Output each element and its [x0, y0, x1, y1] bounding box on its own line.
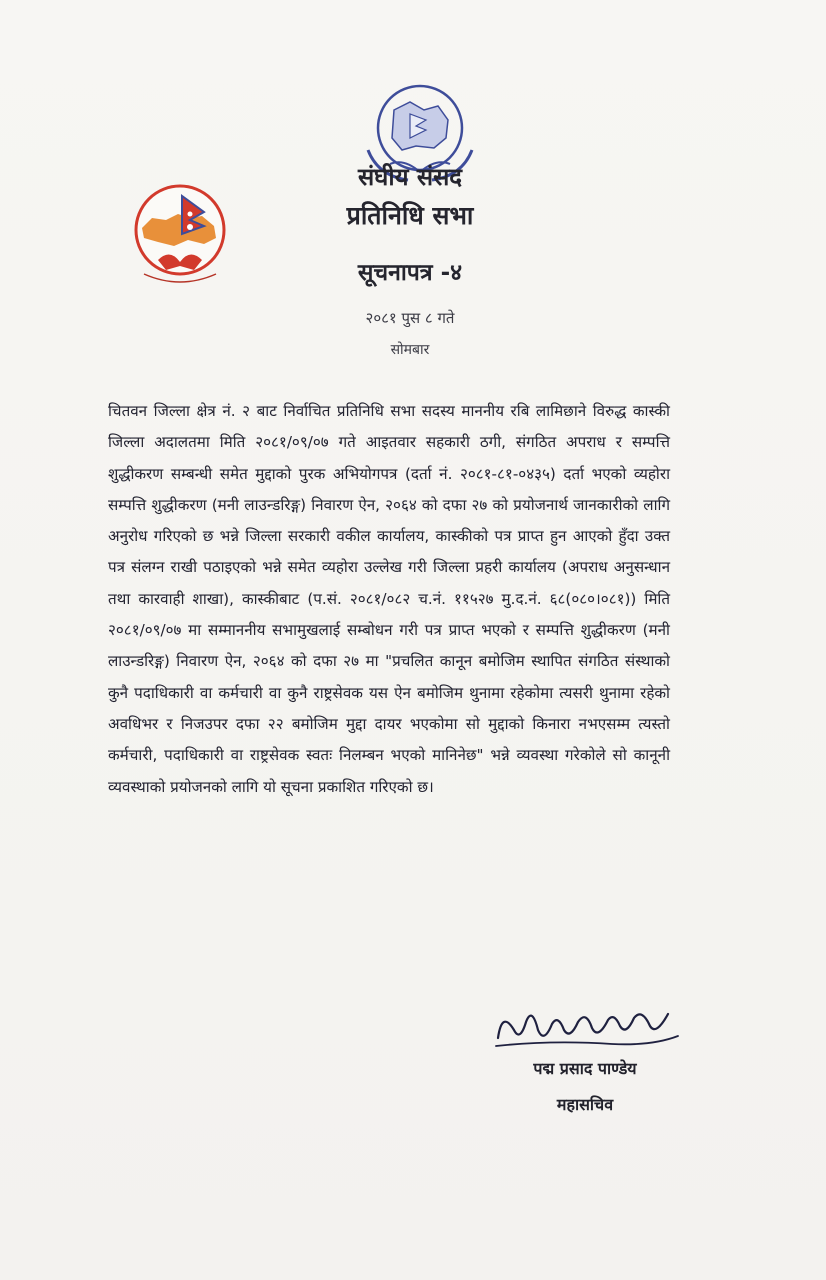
parliament-name: संघीय संसद [357, 163, 463, 191]
notice-date: २०८१ पुस ८ गते [365, 309, 455, 327]
signature-icon [492, 1000, 682, 1055]
house-name: प्रतिनिधि सभा [346, 201, 474, 230]
notice-title: सूचनापत्र -४ [357, 260, 463, 286]
notice-body: चितवन जिल्ला क्षेत्र नं. २ बाट निर्वाचित प्रतिनिधि सभा सदस्य माननीय रबि लामिछाने विरुद्ध कास्की जिल्ला अदालतमा मिति २०८१/०९/०७ गते आइतवार सहकारी ठगी, संगठित अपराध र सम्पत्ति शुद्धीकरण सम्बन्धी समेत मुद्दाको पुरक अभियोगपत्र (दर्ता नं. २०८१-८१-०४३५) दर्ता भएको व्यहोरा सम्पत्ति शुद्धीकरण (मनी लाउन्डरिङ्ग) निवारण ऐन, २०६४ को दफा २७ को प्रयोजनार्थ जानकारीको लागि अनुरोध गरिएको छ भन्ने जिल्ला सरकारी वकील कार्यालय, कास्कीको पत्र प्राप्त हुन आएको हुँदा उक्त पत्र संलग्न राखी पठाइएको भन्ने समेत व्यहोरा उल्लेख गरी जिल्ला प्रहरी कार्यालय (अपराध अनुसन्धान तथा कारवाही शाखा), कास्कीबाट (प.सं. २०८१/०८२ च.नं. ११५२७ मु.द.नं. ६८(०८०।०८१)) मिति २०८१/०९/०७ मा सम्माननीय सभामुखलाई सम्बोधन गरी पत्र प्राप्त भएको र सम्पत्ति शुद्धीकरण (मनी लाउन्डरिङ्ग) निवारण ऐन, २०६४ को दफा २७ मा "प्रचलित कानून बमोजिम स्थापित संगठित संस्थाको कुनै पदाधिकारी वा कर्मचारी वा कुनै राष्ट्रसेवक यस ऐन बमोजिम थुनामा रहेकोमा त्यसरी थुनामा रहेको अवधिभर र निजउपर दफा २२ बमोजिम मुद्दा दायर भएकोमा सो मुद्दाको किनारा नभएसम्म त्यस्तो कर्मचारी, पदाधिकारी वा राष्ट्रसेवक स्वतः निलम्बन भएको मानिनेछ" भन्ने व्यवस्था गरेकोले सो कानूनी व्यवस्थाको प्रयोजनको लागि यो सूचना प्रकाशित गरिएको छ। [108, 402, 670, 796]
signatory-title: महासचिव [556, 1095, 614, 1114]
signatory-name: पद्म प्रसाद पाण्डेय [533, 1059, 637, 1078]
notice-day: सोमबार [390, 342, 430, 358]
